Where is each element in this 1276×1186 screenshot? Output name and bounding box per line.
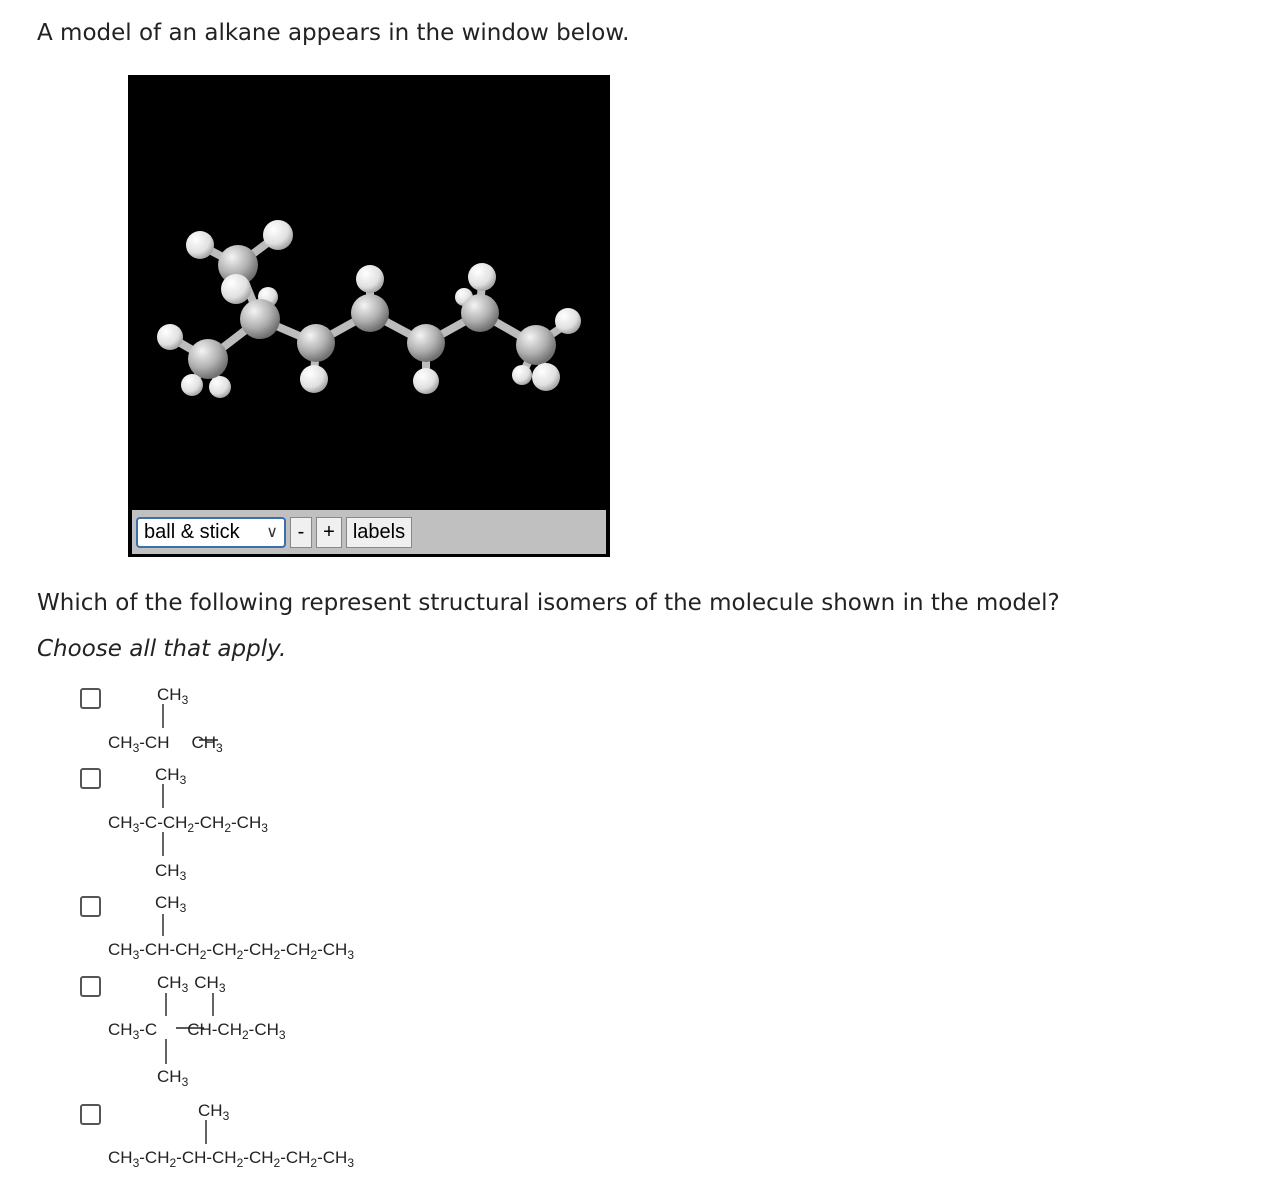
option-1-main-chain: $CH_3-CH$ $CH_3$ <box>108 733 223 755</box>
labels-button[interactable]: labels <box>346 517 412 548</box>
option-3-formula <box>108 893 354 962</box>
option-4-top-group: $CH_3$ $CH_3$ <box>157 973 226 995</box>
option-5-main-chain: $CH_3-CH_2-CH-CH_2-CH_2-CH_2-CH_3$ <box>108 1148 354 1170</box>
option-1-top-group: $CH_3$ <box>157 685 189 707</box>
option-2-bottom-group: $CH_3$ <box>155 861 187 883</box>
prompt-text: A model of an alkane appears in the window below. <box>37 20 630 46</box>
option-3-main-chain: $CH_3-CH-CH_2-CH_2-CH_2-CH_2-CH_3$ <box>108 940 354 962</box>
display-mode-value: ball & stick <box>144 521 240 543</box>
option-2-main-chain: $CH_3-C-CH_2-CH_2-CH_3$ <box>108 813 268 835</box>
option-1-formula <box>108 685 223 755</box>
option-5-top-group: $CH_3$ <box>198 1101 230 1123</box>
zoom-in-button[interactable]: + <box>316 517 342 548</box>
chevron-down-icon: ∨ <box>266 524 278 541</box>
option-2-top-group: $CH_3$ <box>155 765 187 787</box>
option-4-main-chain: $CH_3-C$ $CH-CH_2-CH_3$ <box>108 1020 286 1042</box>
option-4-bottom-group: $CH_3$ <box>157 1067 189 1089</box>
option-4-formula <box>108 973 286 1089</box>
option-2-formula <box>108 765 268 883</box>
question-text: Which of the following represent structural isomers of the molecule shown in the model? <box>37 590 1060 616</box>
option-5-formula <box>108 1101 354 1170</box>
option-3-top-group: $CH_3$ <box>155 893 187 915</box>
instruction-text: Choose all that apply. <box>37 636 287 662</box>
zoom-out-button[interactable]: - <box>290 517 312 548</box>
